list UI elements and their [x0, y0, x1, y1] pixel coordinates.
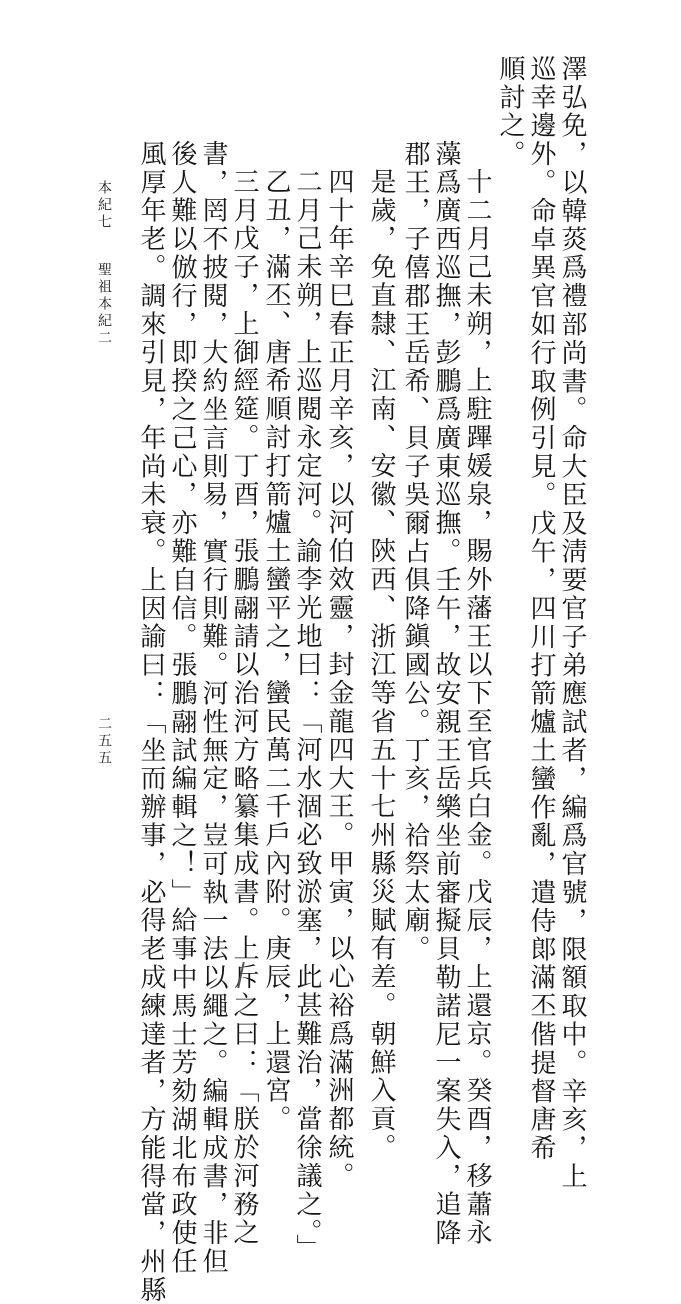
page-number: 二五五: [96, 716, 112, 767]
text-column: 三月戊子，上御經筵。丁酉，張鵬翮請以治河方略纂集成書。上斥之曰：「朕於河務之: [229, 168, 259, 1248]
text-column: 後人難以倣行，即揆之己心，亦難自信。張鵬翮試編輯之！」給事中馬士芳劾湖北布政使任: [167, 140, 197, 1276]
text-column: 巡幸邊外。命卓異官如行取例引見。戊午，四川打箭爐土蠻作亂，遣侍郞滿丕偕提督唐希: [526, 55, 556, 1163]
text-column: 是歲，免直隸、江南、安徽、陝西、浙江等省五十七州縣災賦有差。朝鮮入貢。: [366, 168, 396, 1162]
text-column: 二月己未朔，上巡閱永定河。諭李光地曰：「河水涸必致淤塞，此甚難治，當徐議之。」: [292, 168, 322, 1263]
text-column: 澤弘免，以韓菼爲禮部尚書。命大臣及淸要官子弟應試者，編爲官號，限額取中。辛亥，上: [557, 55, 587, 1191]
text-column: 十二月己未朔，上駐蹕媛泉，賜外藩王以下至官兵白金。戊辰，上還京。癸酉，移蕭永: [462, 168, 492, 1248]
text-column: 四十年辛巳春正月辛亥，以河伯效靈，封金龍四大王。甲寅，以心裕爲滿洲都統。: [324, 168, 354, 1191]
text-column: 郡王，子僖郡王岳希、貝子吳爾占俱降鎭國公。丁亥，祫祭太廟。: [400, 140, 430, 964]
text-column: 藻爲廣西巡撫，彭鵬爲廣東巡撫。壬午，故安親王岳樂坐前審擬貝勒諾尼一案失入，追降: [431, 140, 461, 1248]
text-column: 書，罔不披閱，大約坐言則易，實行則難。河性無定，豈可執一法以繩之。編輯成書，非但: [198, 140, 228, 1276]
text-column: 順討之。: [495, 55, 525, 169]
running-header-chapter: 聖祖本紀二: [96, 262, 112, 347]
text-column: 乙丑，滿丕、唐希順討打箭爐土蠻平之，蠻民萬二千戶內附。庚辰，上還宮。: [261, 168, 291, 1134]
text-column: 風厚年老。調來引見，年尚未衰。上因諭曰：「坐而辦事，必得老成練達者，方能得當，州縣: [136, 140, 166, 1304]
running-header-volume: 本紀七: [96, 180, 112, 231]
